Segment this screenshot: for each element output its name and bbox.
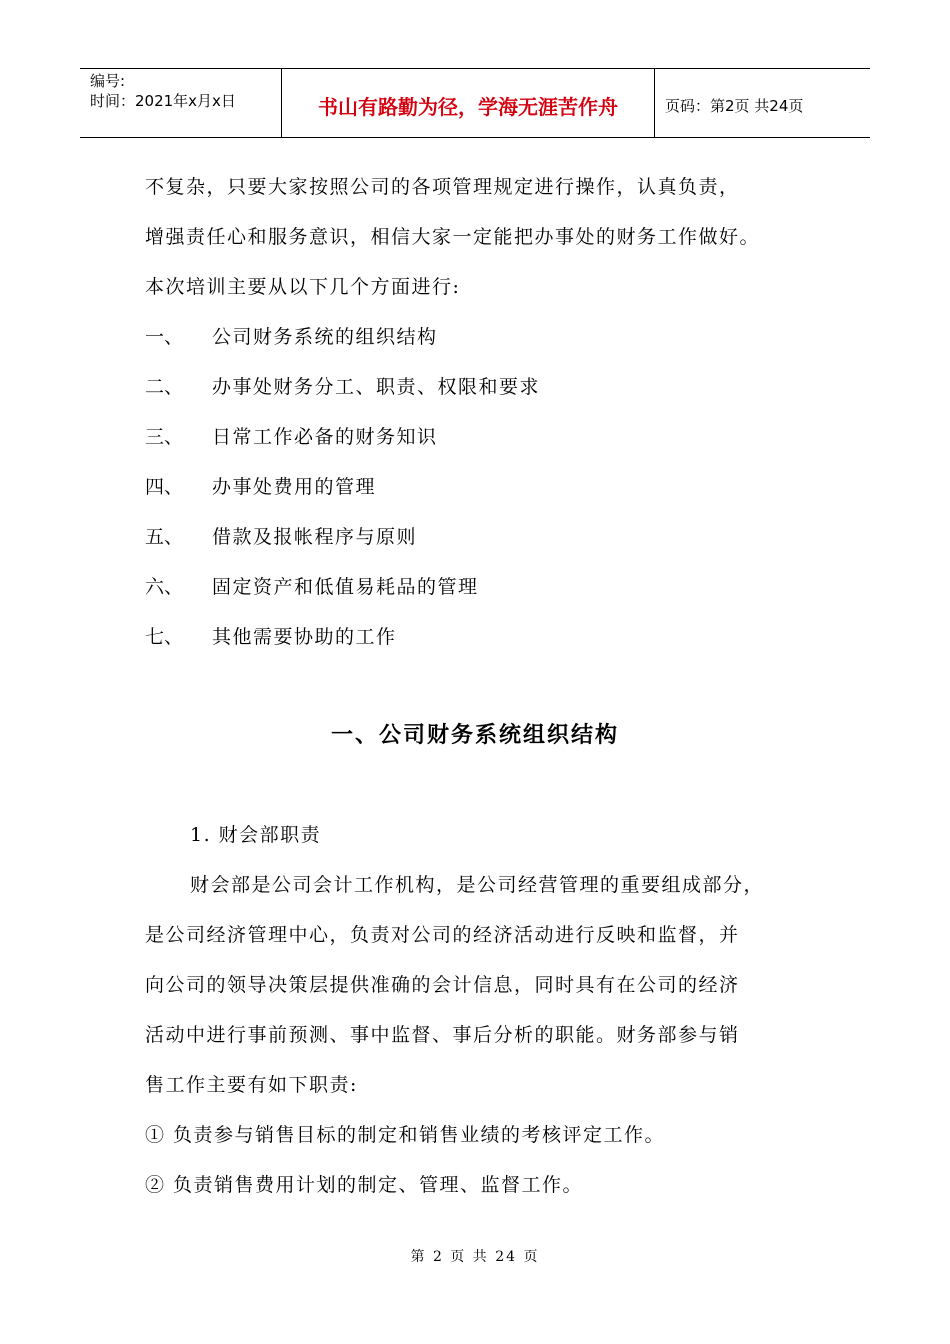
duty-item: ① 负责参与销售目标的制定和销售业绩的考核评定工作。 bbox=[145, 1124, 666, 1146]
outline-item: 办事处财务分工、职责、权限和要求 bbox=[212, 376, 541, 398]
intro-line: 不复杂，只要大家按照公司的各项管理规定进行操作，认真负责， bbox=[145, 176, 740, 198]
section-title: 一、公司财务系统组织结构 bbox=[330, 723, 619, 748]
paragraph-line: 财会部是公司会计工作机构，是公司经营管理的重要组成部分， bbox=[190, 874, 765, 896]
outline-item: 日常工作必备的财务知识 bbox=[212, 426, 438, 448]
page-footer: 第 2 页 共 24 页 bbox=[410, 1249, 540, 1265]
paragraph-line: 售工作主要有如下职责: bbox=[145, 1074, 358, 1096]
outline-number: 一、 bbox=[145, 326, 184, 348]
outline-item: 公司财务系统的组织结构 bbox=[212, 326, 438, 348]
page-header bbox=[80, 68, 870, 138]
paragraph-line: 向公司的领导决策层提供准确的会计信息，同时具有在公司的经济 bbox=[145, 974, 740, 996]
intro-line: 本次培训主要从以下几个方面进行: bbox=[145, 276, 461, 298]
header-meta bbox=[80, 69, 282, 137]
outline-number: 二、 bbox=[145, 376, 184, 398]
paragraph-line: 是公司经济管理中心，负责对公司的经济活动进行反映和监督，并 bbox=[145, 924, 740, 946]
intro-line: 增强责任心和服务意识，相信大家一定能把办事处的财务工作做好。 bbox=[145, 226, 761, 248]
outline-number: 六、 bbox=[145, 576, 184, 598]
outline-number: 七、 bbox=[145, 626, 184, 648]
duty-item: ② 负责销售费用计划的制定、管理、监督工作。 bbox=[145, 1174, 584, 1196]
outline-number: 五、 bbox=[145, 526, 184, 548]
outline-number: 三、 bbox=[145, 426, 184, 448]
document-time: 时间：2021年x月x日 bbox=[90, 92, 236, 110]
outline-item: 固定资产和低值易耗品的管理 bbox=[212, 576, 479, 598]
subsection-title: 1. 财会部职责 bbox=[190, 824, 322, 846]
outline-item: 借款及报帐程序与原则 bbox=[212, 526, 418, 548]
header-page-info: 页码：第2页 共24页 bbox=[665, 96, 804, 115]
header-motto: 书山有路勤为径，学海无涯苦作舟 bbox=[282, 69, 655, 137]
paragraph-line: 活动中进行事前预测、事中监督、事后分析的职能。财务部参与销 bbox=[145, 1024, 740, 1046]
outline-number: 四、 bbox=[145, 476, 184, 498]
outline-item: 办事处费用的管理 bbox=[212, 476, 377, 498]
outline-item: 其他需要协助的工作 bbox=[212, 626, 397, 648]
document-number-label: 编号: bbox=[90, 72, 126, 90]
